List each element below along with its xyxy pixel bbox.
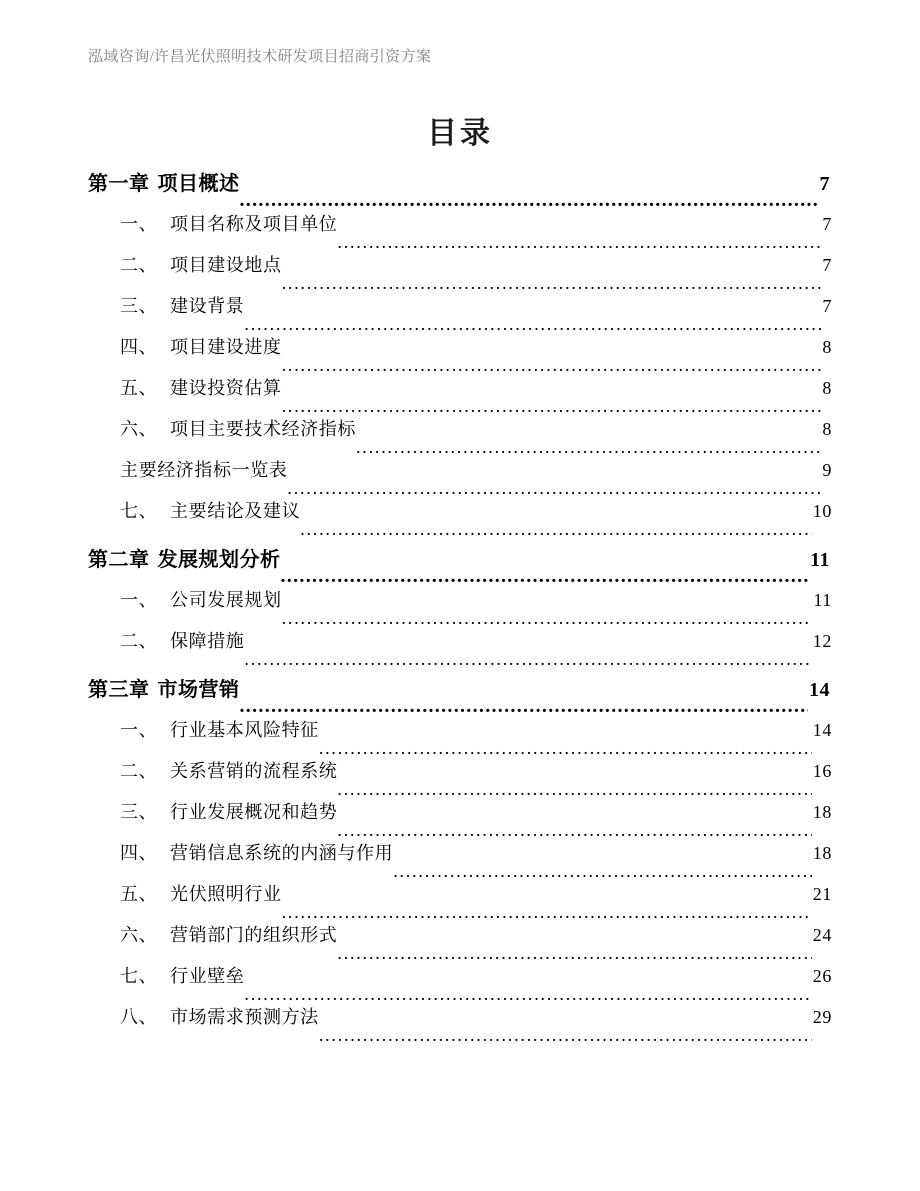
toc-entry-number: 三、 <box>120 802 158 822</box>
toc-chapter-row[interactable] <box>88 172 832 213</box>
toc-entry-number: 三、 <box>120 296 158 316</box>
page-title: 目录 <box>427 117 493 150</box>
toc-leader-dots <box>281 564 810 588</box>
toc-leader-dots <box>337 231 821 253</box>
toc-entry-page-number: 24 <box>812 925 832 945</box>
toc-entry-label: 保障措施 <box>170 631 245 651</box>
toc-entry-page-number: 18 <box>812 802 832 822</box>
toc-leader-dots <box>287 477 821 499</box>
toc-entry-number: 六、 <box>120 419 158 439</box>
toc-leader-dots <box>240 188 819 212</box>
toc-leader-dots <box>244 313 821 335</box>
toc-leader-dots <box>300 518 812 540</box>
toc-entry-page-number: 14 <box>812 720 832 740</box>
toc-entry-label: 公司发展规划 <box>170 590 282 610</box>
toc-entry-label: 行业发展概况和趋势 <box>170 802 338 822</box>
toc-entry-number: 一、 <box>120 214 158 234</box>
toc-entry-page-number: 12 <box>812 631 832 651</box>
toc-entry-number: 二、 <box>120 255 158 275</box>
toc-entry-label: 市场营销 <box>157 679 240 701</box>
toc-section-row[interactable] <box>88 801 832 842</box>
toc-entry-number: 五、 <box>120 378 158 398</box>
toc-leader-dots <box>282 607 813 629</box>
toc-entry-page-number: 16 <box>812 761 832 781</box>
toc-entry-label: 营销信息系统的内涵与作用 <box>170 843 394 863</box>
toc-entry-label: 主要经济指标一览表 <box>120 460 288 480</box>
toc-entry-label: 市场需求预测方法 <box>170 1007 319 1027</box>
toc-entry-number: 一、 <box>120 720 158 740</box>
toc-chapter-row[interactable] <box>88 548 832 589</box>
toc-entry-label: 营销部门的组织形式 <box>170 925 338 945</box>
toc-entry-number: 四、 <box>120 843 158 863</box>
toc-section-row[interactable] <box>88 760 832 801</box>
toc-section-row[interactable] <box>88 500 832 541</box>
toc-entry-page-number: 8 <box>822 419 832 439</box>
toc-entry-page-number: 11 <box>810 549 830 571</box>
toc-entry-label: 光伏照明行业 <box>170 884 282 904</box>
toc-section-row[interactable] <box>88 377 832 418</box>
toc-leader-dots <box>337 778 811 800</box>
toc-section-row[interactable] <box>88 213 832 254</box>
toc-entry-page-number: 11 <box>813 590 832 610</box>
document-running-header: 泓域咨询/许昌光伏照明技术研发项目招商引资方案 <box>88 49 432 65</box>
toc-section-row[interactable] <box>88 254 832 295</box>
toc-entry-page-number: 8 <box>822 378 832 398</box>
toc-entry-label: 关系营销的流程系统 <box>170 761 338 781</box>
toc-entry-label: 项目主要技术经济指标 <box>170 419 356 439</box>
toc-section-row[interactable] <box>88 418 832 459</box>
toc-leader-dots <box>244 983 811 1005</box>
toc-entry-label: 主要结论及建议 <box>170 501 301 521</box>
toc-leader-dots <box>282 395 822 417</box>
toc-entry-number: 七、 <box>120 501 158 521</box>
toc-entry-label: 行业基本风险特征 <box>170 720 319 740</box>
toc-entry-page-number: 9 <box>822 460 832 480</box>
toc-entry-label: 发展规划分析 <box>157 549 281 571</box>
toc-entry-page-number: 7 <box>822 296 832 316</box>
toc-entry-number: 六、 <box>120 925 158 945</box>
toc-entry-page-number: 21 <box>812 884 832 904</box>
toc-chapter-row[interactable] <box>88 678 832 719</box>
toc-entry-number: 七、 <box>120 966 158 986</box>
toc-section-row[interactable] <box>88 459 832 500</box>
toc-section-row[interactable] <box>88 589 832 630</box>
toc-leader-dots <box>240 694 809 718</box>
toc-entry-label: 建设投资估算 <box>170 378 282 398</box>
toc-entry-number: 二、 <box>120 631 158 651</box>
toc-entry-label: 项目建设地点 <box>170 255 282 275</box>
toc-section-row[interactable] <box>88 1006 832 1047</box>
toc-entry-number: 第一章 <box>88 173 150 195</box>
toc-entry-number: 五、 <box>120 884 158 904</box>
toc-section-row[interactable] <box>88 719 832 760</box>
toc-entry-number: 第三章 <box>88 679 150 701</box>
toc-entry-page-number: 29 <box>812 1007 832 1027</box>
toc-entry-page-number: 8 <box>822 337 832 357</box>
toc-entry-page-number: 26 <box>812 966 832 986</box>
toc-entry-page-number: 7 <box>822 214 832 234</box>
toc-entry-page-number: 7 <box>822 255 832 275</box>
toc-leader-dots <box>337 942 811 964</box>
toc-leader-dots <box>393 860 812 882</box>
toc-leader-dots <box>319 737 812 759</box>
toc-leader-dots <box>282 901 812 923</box>
toc-section-row[interactable] <box>88 630 832 671</box>
toc-entry-number: 第二章 <box>88 549 150 571</box>
toc-entry-label: 项目名称及项目单位 <box>170 214 338 234</box>
toc-entry-label: 建设背景 <box>170 296 245 316</box>
toc-entry-page-number: 14 <box>809 679 830 701</box>
toc-entry-number: 四、 <box>120 337 158 357</box>
toc-entry-number: 八、 <box>120 1007 158 1027</box>
toc-entry-page-number: 10 <box>812 501 832 521</box>
toc-entry-label: 行业壁垒 <box>170 966 245 986</box>
toc-section-row[interactable] <box>88 883 832 924</box>
toc-section-row[interactable] <box>88 336 832 377</box>
table-of-contents <box>88 172 832 1047</box>
toc-leader-dots <box>244 648 811 670</box>
toc-entry-label: 项目建设进度 <box>170 337 282 357</box>
toc-entry-page-number: 18 <box>812 843 832 863</box>
toc-entry-number: 二、 <box>120 761 158 781</box>
toc-leader-dots <box>356 436 821 458</box>
toc-section-row[interactable] <box>88 924 832 965</box>
toc-section-row[interactable] <box>88 842 832 883</box>
toc-leader-dots <box>282 354 822 376</box>
toc-leader-dots <box>282 272 822 294</box>
toc-section-row[interactable] <box>88 295 832 336</box>
toc-entry-label: 项目概述 <box>157 173 240 195</box>
toc-leader-dots <box>319 1024 812 1046</box>
toc-section-row[interactable] <box>88 965 832 1006</box>
toc-entry-page-number: 7 <box>819 173 830 195</box>
toc-leader-dots <box>337 819 811 841</box>
toc-entry-number: 一、 <box>120 590 158 610</box>
